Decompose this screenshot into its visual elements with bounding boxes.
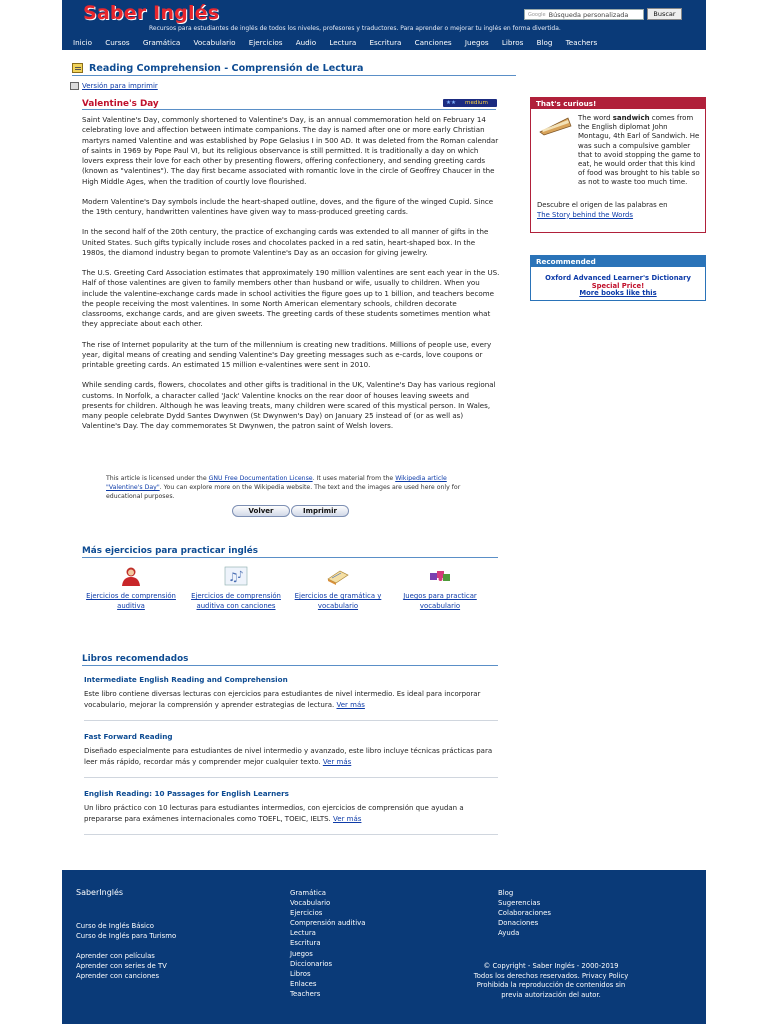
- article-title-bar: [82, 99, 496, 110]
- print-version-link[interactable]: Versión para imprimir: [82, 82, 158, 90]
- exercise-link-card[interactable]: [288, 566, 388, 611]
- story-words-link[interactable]: The Story behind the Words: [537, 210, 634, 219]
- reproduction-text: Prohibida la reproducción de contenidos sin previa autorización del autor.: [476, 981, 626, 999]
- license-text: This article is licensed under the: [106, 475, 209, 482]
- nav-item-blog[interactable]: Blog: [536, 38, 553, 47]
- footer-link[interactable]: Blog: [498, 889, 514, 897]
- nav-item-juegos[interactable]: Juegos: [464, 38, 489, 47]
- more-exercises-title: Más ejercicios para practicar inglés: [82, 546, 498, 558]
- footer-link[interactable]: Escritura: [290, 939, 321, 948]
- footer-col-courses: [76, 921, 176, 982]
- book-more-link[interactable]: Ver más: [322, 757, 352, 766]
- exercise-link-label[interactable]: Ejercicios de gramática y vocabulario: [294, 592, 382, 610]
- footer-link[interactable]: Libros: [290, 969, 311, 978]
- book-title[interactable]: Fast Forward Reading: [84, 732, 173, 741]
- printer-icon[interactable]: [70, 82, 79, 90]
- footer-link[interactable]: Gramática: [290, 889, 326, 897]
- nav-item-libros[interactable]: Libros: [501, 38, 524, 47]
- book-title[interactable]: English Reading: 10 Passages for English Learners: [84, 789, 289, 798]
- curious-box-title: That's curious!: [531, 98, 705, 109]
- svg-text:♪: ♪: [237, 570, 244, 581]
- footer-link[interactable]: Aprender con canciones: [76, 972, 160, 981]
- rights-text[interactable]: Todos los derechos reservados. Privacy Policy: [473, 971, 629, 980]
- book-title[interactable]: Intermediate English Reading and Comprehension: [84, 675, 288, 684]
- book-description: Este libro contiene diversas lecturas con ejercicios para estudiantes de nivel intermedio. Es ideal para incorporar vocabulario, mejorar la comprensión y aprender estrategias de lectura.: [84, 690, 481, 709]
- main-nav: [73, 38, 610, 47]
- level-badge: ★★ medium: [443, 99, 497, 107]
- books-section-title: Libros recomendados: [82, 654, 498, 666]
- footer-spacer: [76, 941, 176, 951]
- search-placeholder: Búsqueda personalizada: [548, 10, 629, 19]
- footer-link[interactable]: Sugerencias: [498, 899, 541, 908]
- print-button[interactable]: Imprimir: [291, 505, 349, 517]
- svg-text:♫: ♫: [228, 570, 239, 584]
- footer-link[interactable]: Colaboraciones: [498, 909, 551, 918]
- exercise-link-card[interactable]: [81, 566, 181, 611]
- footer-col-community: [498, 888, 551, 938]
- section-title: [72, 62, 516, 76]
- recommended-book-link[interactable]: Oxford Advanced Learner's Dictionary: [545, 274, 691, 282]
- footer-link[interactable]: Lectura: [290, 929, 316, 938]
- nav-item-cursos[interactable]: Cursos: [105, 38, 130, 47]
- listener-icon: [119, 566, 143, 586]
- reading-icon: [72, 63, 83, 73]
- article-paragraph: Saint Valentine's Day, commonly shortened to Valentine's Day, is an annual commemoration held on February 14 celebrating love and affection between intimate companions. The day is named after one or more early Christian martyrs named Valentine and was established by Pope Gelasius I in 500 AD. It was deleted from the Roman calendar of saints in 1969 by Pope Paul VI, but its religious observance is still permitted. It is traditionally a day on which lovers express their love for each other by presenting flowers, offering confectionery, and sending greeting cards (known as "valentines"). The day first became associated with romantic love in the circle of Geoffrey Chaucer in the High Middle Ages, when the tradition of courtly love flourished.: [82, 115, 499, 186]
- curious-more-text: Descubre el origen de las palabras en: [537, 201, 668, 209]
- curious-more: [537, 201, 701, 220]
- wikipedia-link[interactable]: Wikipedia article "Valentine's Day": [106, 475, 447, 491]
- article-paragraph: The U.S. Greeting Card Association estimates that approximately 190 million valentines are sent each year in the US. Half of those valentines are given to family members other than husband or wife, usually to children. When you include the valentine-exchange cards made in school activities the figure goes up to 1 billion, and teachers become the people receiving the most valentines. In some North American elementary schools, children decorate classrooms, exchange cards, and are given sweets. The greeting cards of these students sometimes mention what they appreciate about each other.: [82, 268, 500, 329]
- exercise-link-label[interactable]: Ejercicios de comprensión auditiva: [86, 592, 176, 610]
- google-brand-label: Google: [528, 11, 546, 18]
- footer-link[interactable]: Curso de Inglés Básico: [76, 922, 154, 930]
- recommended-box: [530, 255, 706, 301]
- curious-box: [530, 97, 706, 233]
- exercise-link-card[interactable]: [390, 566, 490, 611]
- license-text: . You can explore more on the Wikipedia website. The text and the images are used here only for educational purposes.: [106, 484, 461, 500]
- nav-item-audio[interactable]: Audio: [295, 38, 317, 47]
- article-paragraph: In the second half of the 20th century, the practice of exchanging cards was extended to all manner of gifts in the United States. Such gifts typically include roses and chocolates packed in a red satin, heart-shaped box. In the 1980s, the diamond industry began to promote Valentine's Day as an occasion for giving jewelry.: [82, 227, 489, 257]
- site-logo[interactable]: Saber Inglés: [83, 2, 220, 24]
- music-notes-icon: [224, 566, 248, 586]
- exercise-link-card[interactable]: [186, 566, 286, 611]
- footer-brand[interactable]: SaberInglés: [76, 888, 124, 897]
- footer-link[interactable]: Aprender con películas: [76, 952, 155, 961]
- article-paragraph: While sending cards, flowers, chocolates and other gifts is traditional in the UK, Valentine's Day has various regional customs. In Norfolk, a character called 'Jack' Valentine knocks on the rear door of houses leaving sweets and presents for children. Although he was leaving treats, many children were scared of this mystical person. In Wales, many people celebrate Dydd Santes Dwynwen (St Dwynwen's Day) on January 25 instead of (or as well as) Valentine's Day. The day commemorates St Dwynwen, the patron saint of Welsh lovers.: [82, 380, 496, 431]
- section-title-text: Reading Comprehension - Comprensión de Lectura: [89, 63, 364, 74]
- site-footer: [62, 870, 706, 1024]
- copyright-text: © Copyright - Saber Inglés - 2000-2019: [483, 962, 619, 970]
- nav-item-inicio[interactable]: Inicio: [73, 38, 93, 47]
- nav-item-teachers[interactable]: Teachers: [565, 38, 598, 47]
- footer-col-sections: [290, 888, 365, 999]
- article-paragraph: Modern Valentine's Day symbols include the heart-shaped outline, doves, and the figure of the winged Cupid. Since the 19th century, handwritten valentines have given way to mass-produced greeting cards.: [82, 196, 494, 216]
- search-button[interactable]: Buscar: [647, 8, 682, 20]
- footer-link[interactable]: Curso de Inglés para Turismo: [76, 932, 177, 941]
- curious-text: [578, 114, 702, 188]
- curious-text-body: comes from the English diplomat John Montagu, 4th Earl of Sandwich. He was such a compulsive gambler that to avoid stopping the game to eat, he would order that this kind of food was brought to his table so as not to waste too much time.: [578, 114, 701, 187]
- curious-text-pre: The word: [578, 114, 613, 122]
- article-paragraph: The rise of Internet popularity at the turn of the millennium is creating new traditions. Millions of people use, every year, digital means of creating and sending Valentine's Day greeting messages such as e-cards, love coupons or printable greeting cards. An estimated 15 million e-valentines were sent in 2010.: [82, 339, 492, 369]
- footer-link[interactable]: Enlaces: [290, 979, 317, 988]
- footer-link[interactable]: Ayuda: [498, 929, 520, 938]
- back-button[interactable]: Volver: [232, 505, 290, 517]
- site-header: [62, 0, 706, 50]
- book-item: [84, 732, 498, 778]
- footer-link[interactable]: Comprensión auditiva: [290, 919, 366, 928]
- book-more-link[interactable]: Ver más: [333, 814, 362, 823]
- special-price-label: Special Price!: [591, 281, 645, 290]
- footer-link[interactable]: Diccionarios: [290, 959, 333, 968]
- article-title: Valentine's Day: [82, 99, 159, 109]
- nav-item-escritura[interactable]: Escritura: [369, 38, 402, 47]
- book-more-link[interactable]: Ver más: [336, 700, 365, 709]
- footer-link[interactable]: Ejercicios: [290, 909, 323, 918]
- footer-link[interactable]: Teachers: [290, 989, 321, 998]
- footer-link[interactable]: Aprender con series de TV: [76, 962, 167, 971]
- book-item: [84, 789, 498, 835]
- recommended-title: Recommended: [531, 256, 705, 267]
- gfdl-link[interactable]: GNU Free Documentation License: [208, 475, 313, 482]
- nav-item-canciones[interactable]: Canciones: [414, 38, 452, 47]
- site-tagline: Recursos para estudiantes de inglés de todos los niveles, profesores y traductores. Para aprender o mejorar tu inglés en forma divertida.: [149, 25, 561, 32]
- more-books-link[interactable]: More books like this: [579, 289, 657, 297]
- nav-item-ejercicios[interactable]: Ejercicios: [248, 38, 283, 47]
- exercise-link-label[interactable]: Juegos para practicar vocabulario: [403, 592, 477, 610]
- nav-item-lectura[interactable]: Lectura: [329, 38, 357, 47]
- book-item: [84, 675, 498, 721]
- sandwich-icon: [538, 116, 572, 136]
- license-text: . It uses material from the: [312, 475, 396, 482]
- nav-item-gramatica[interactable]: Gramática: [142, 38, 181, 47]
- curious-word: sandwich: [612, 114, 650, 122]
- book-description: Un libro práctico con 10 lecturas para estudiantes intermedios, con ejercicios de comprensión que ayudan a prepararse para exámenes internacionales como TOEFL, TOEIC, IELTS.: [84, 804, 464, 823]
- copyright-block: [470, 962, 632, 1000]
- book-description: Diseñado especialmente para estudiantes de nivel intermedio y avanzado, este libro incluye técnicas prácticas para leer más rápido, recordar más y comprender mejor cualquier texto.: [84, 747, 493, 766]
- search-input[interactable]: [524, 9, 644, 20]
- exercise-link-label[interactable]: Ejercicios de comprensión auditiva con canciones: [191, 592, 281, 610]
- article-body: [82, 115, 500, 442]
- puzzle-icon: [428, 566, 452, 586]
- footer-link[interactable]: Donaciones: [498, 919, 539, 928]
- nav-item-vocabulario[interactable]: Vocabulario: [193, 38, 236, 47]
- footer-link[interactable]: Vocabulario: [290, 899, 331, 908]
- footer-link[interactable]: Juegos: [290, 949, 313, 958]
- notebook-icon: [326, 566, 350, 586]
- license-note: [106, 474, 474, 501]
